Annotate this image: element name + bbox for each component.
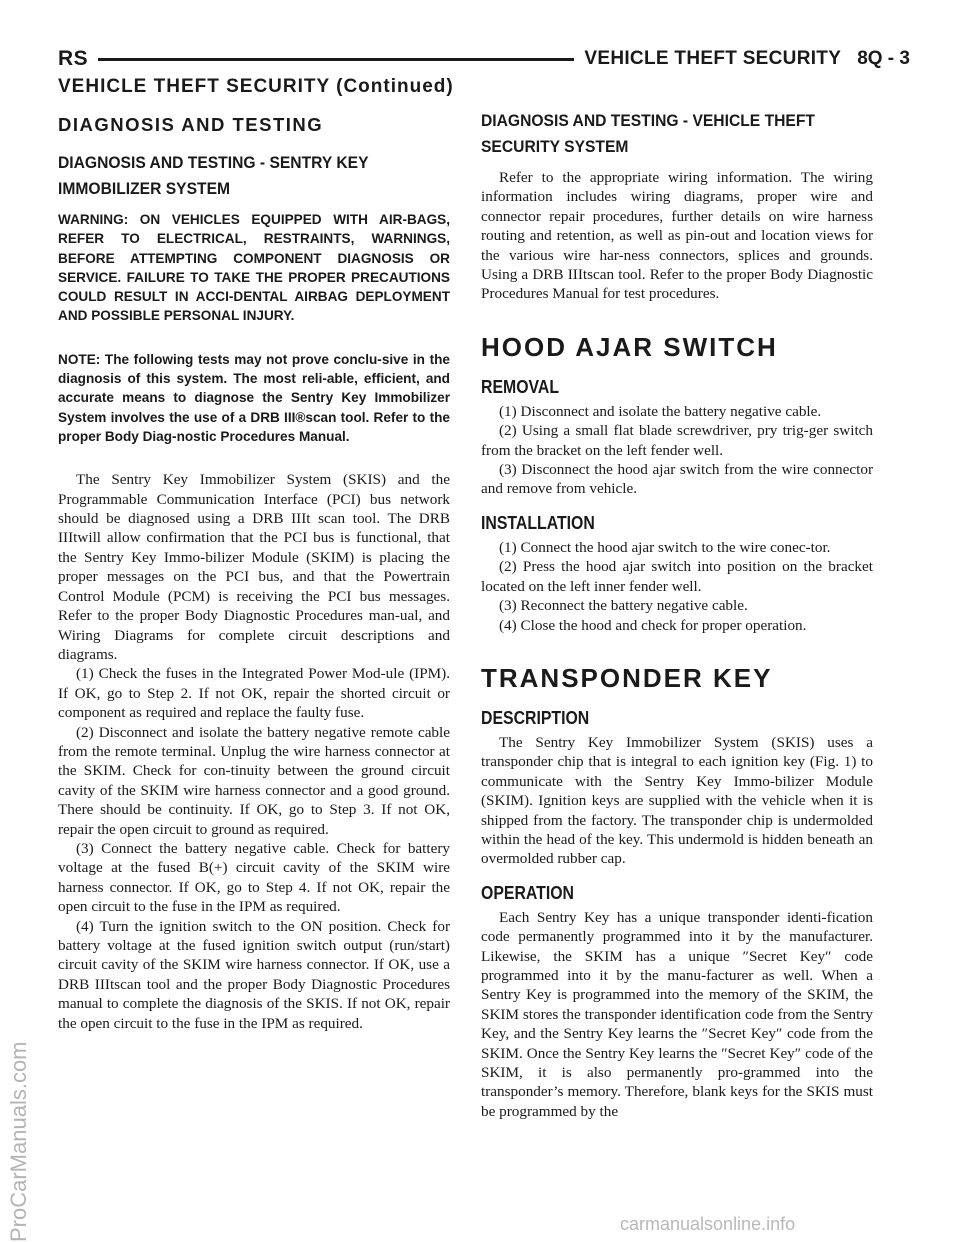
continued-heading: VEHICLE THEFT SECURITY (Continued) [58, 76, 454, 97]
installation-step-1: (1) Connect the hood ajar switch to the wire conec-tor. [499, 538, 831, 556]
skis-diagnosis-heading: DIAGNOSIS AND TESTING - SENTRY KEY IMMOBILIZER SYSTEM [58, 153, 369, 198]
removal-step-3: (3) Disconnect the hood ajar switch from the wire connector and remove from vehicle. [481, 461, 873, 498]
transponder-key-title: TRANSPONDER KEY [481, 662, 773, 693]
header-section-title: VEHICLE THEFT SECURITY [584, 48, 842, 69]
installation-step-3: (3) Reconnect the battery negative cable. [499, 597, 748, 615]
header-model-code: RS [58, 47, 89, 70]
left-column [58, 108, 450, 1033]
skis-step-4: (4) Turn the ignition switch to the ON position. Check for battery voltage at the fused ignition switch output (run/start) circuit cavity of the SKIM wire harness connector. If OK, use a DRB IIItscan tool and the proper Body Diagnostic Procedures manual to complete the diagnosis of the SKIS. If not OK, repair the open circuit to the fuse in the IPM as required. [58, 917, 450, 1032]
operation-heading: OPERATION [481, 882, 574, 903]
skis-step-3: (3) Connect the battery negative cable. Check for battery voltage at the fused B(+) circuit cavity of the SKIM wire harness connector. If OK, go to Step 4. If not OK, repair the open circuit to the fuse in the IPM as required. [58, 839, 450, 916]
right-column [481, 108, 873, 1121]
vts-paragraph: Refer to the appropriate wiring information. The wiring information includes wiring diagrams, proper wire and connector repair procedures, further details on wire harness routing and retention, as well as pin-out and location views for the various wire har-ness connectors, splices and grounds. Using a DRB IIItscan tool. Refer to the proper Body Diagnostic Procedures Manual for test procedures. [481, 169, 873, 303]
footer-watermark: carmanualsonline.info [620, 1214, 796, 1234]
operation-paragraph: Each Sentry Key has a unique transponder identi-fication code permanently programmed into it by the manufacturer. Likewise, the SKIM has a unique ″Secret Key″ code programmed into it by the manu-facturer as well. When a Sentry Key is programmed into the memory of the SKIM, the SKIM stores the transponder identification code from the Sentry Key, and the Sentry Key learns the ″Secret Key″ code from the SKIM. Once the Sentry Key learns the ″Secret Key″ code of the SKIM, it is also permanently pro-grammed into the transponder’s memory. Therefore, blank keys for the SKIS must be programmed by the [481, 908, 873, 1120]
skis-step-2: (2) Disconnect and isolate the battery negative remote cable from the remote terminal. Unplug the wire harness connector at the SKIM. Check for con-tinuity between the ground circuit cavity of the SKIM wire harness connector and a good ground. There should be continuity. If OK, go to Step 3. If not OK, repair the open circuit to ground as required. [58, 723, 450, 838]
header-page-number: 8Q - 3 [857, 48, 910, 69]
diagnosis-note: NOTE: The following tests may not prove conclu-sive in the diagnosis of this system. The most reli-able, efficient, and accurate means to diagnose the Sentry Key Immobilizer System involves the use of a DRB III®scan tool. Refer to the proper Body Diag-nostic Procedures Manual. [58, 351, 450, 444]
vts-diagnosis-heading: DIAGNOSIS AND TESTING - VEHICLE THEFT SECURITY SYSTEM [481, 111, 815, 156]
installation-heading: INSTALLATION [481, 512, 595, 533]
skis-step-1: (1) Check the fuses in the Integrated Power Mod-ule (IPM). If OK, go to Step 2. If not OK, repair the shorted circuit or component as required and replace the faulty fuse. [58, 665, 450, 722]
airbag-warning: WARNING: ON VEHICLES EQUIPPED WITH AIR-BAGS, REFER TO ELECTRICAL, RESTRAINTS, WARNINGS, BEFORE ATTEMPTING COMPONENT DIAGNOSIS OR SERVICE. FAILURE TO TAKE THE PROPER PRECAUTIONS COULD RESULT IN ACCI-DENTAL AIRBAG DEPLOYMENT AND POSSIBLE PERSONAL INJURY. [58, 212, 450, 324]
header-rule [98, 58, 574, 61]
skis-intro-paragraph: The Sentry Key Immobilizer System (SKIS) and the Programmable Communication Interface (PCI) bus network should be diagnosed using a DRB IIIt scan tool. The DRB IIItwill allow confirmation that the PCI bus is functional, that the Sentry Key Immo-bilizer Module (SKIM) is placing the proper messages on the PCI bus, and that the Powertrain Control Module (PCM) is receiving the PCI bus messages. Refer to the proper Body Diagnostic Procedures man-ual, and Wiring Diagrams for complete circuit descriptions and diagrams. [58, 471, 450, 663]
hood-ajar-switch-title: HOOD AJAR SWITCH [481, 331, 778, 362]
removal-step-1: (1) Disconnect and isolate the battery negative cable. [499, 402, 822, 420]
description-heading: DESCRIPTION [481, 707, 590, 728]
removal-step-2: (2) Using a small flat blade screwdriver, pry trig-ger switch from the bracket on the left fender well. [481, 422, 873, 459]
page-header [58, 44, 910, 74]
description-paragraph: The Sentry Key Immobilizer System (SKIS) uses a transponder chip that is integral to each ignition key (Fig. 1) to communicate with the Sentry Key Immo-bilizer Module (SKIM). Ignition keys are supplied with the vehicle when it is shipped from the factory. The transponder chip is undermolded within the head of the key. This undermold is hidden beneath an overmolded rubber cap. [481, 733, 873, 868]
installation-step-2: (2) Press the hood ajar switch into position on the bracket located on the left inner fender well. [481, 558, 873, 595]
diagnosis-heading: DIAGNOSIS AND TESTING [58, 114, 324, 135]
installation-step-4: (4) Close the hood and check for proper operation. [499, 616, 807, 634]
side-watermark: ProCarManuals.com [6, 1041, 31, 1242]
removal-heading: REMOVAL [481, 376, 560, 397]
